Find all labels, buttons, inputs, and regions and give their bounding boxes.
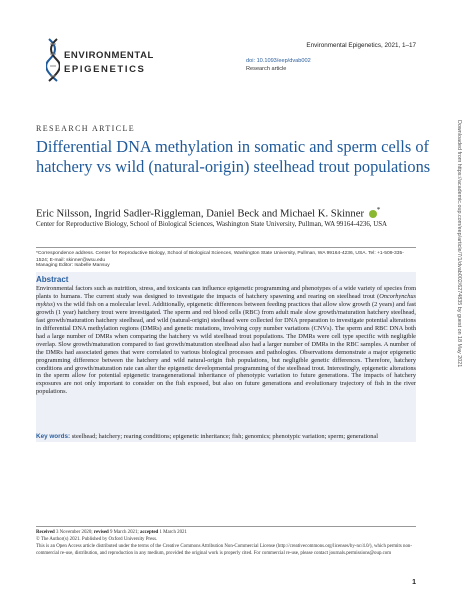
page-number: 1	[412, 579, 416, 586]
logo-text-environmental: ENVIRONMENTAL	[64, 50, 154, 61]
section-label: RESEARCH ARTICLE	[36, 124, 136, 133]
abstract-heading: Abstract	[36, 275, 69, 284]
divider	[36, 247, 416, 248]
corresponding-author-marker: *	[376, 206, 381, 214]
abstract-text-part1: Environmental factors such as nutrition, stress, and toxicants can influence epigenetic programming and phenotypes of a wide variety of species from plants to humans. The current study was designed to investigate the impacts of hatchery spawning and rearing on steelhead trout (	[36, 285, 416, 300]
history-dates	[36, 529, 416, 536]
correspondence-address: *Correspondence address. Center for Reproductive Biology, School of Biological Sciences, Washington State University, Pullman, WA 99164-4236, USA. Tel: +1-509-335-1524; E-mail: skinner@wsu.edu	[36, 251, 404, 264]
journal-reference: Environmental Epigenetics, 2021, 1–17	[306, 42, 416, 49]
footer-divider	[36, 526, 416, 527]
keywords	[36, 433, 416, 441]
species-name: Oncorhynchus mykiss	[36, 292, 416, 308]
copyright: © The Author(s) 2021. Published by Oxford University Press.	[36, 537, 158, 543]
doi-link[interactable]: doi: 10.1093/eep/dvab002	[246, 58, 311, 64]
received-label: Received	[36, 530, 55, 535]
dna-helix-icon	[46, 38, 60, 82]
download-watermark	[454, 120, 464, 520]
received-date: 3 November 2020;	[55, 530, 93, 535]
abstract-text-part2: ) vs the wild fish on a molecular level. Additionally, epigenetic differences between feeding practices that allow slow growth (2 years) and fast growth (1 year) hatchery trout were investigated. The sperm and red blood cells (RBC) from adult male slow growth/maturation hatchery steelhead, fast growth/maturation hatchery steelhead, and wild (natural-origin) steelhead were collected for DNA preparation to investigate potential alterations in differential DNA methylation regions (DMRs) and genetic mutations, involving copy number variations (CNVs). The sperm and RBC DNA both had a large number of DMRs when comparing the hatchery vs wild steelhead trout populations. The DMRs were cell type specific with negligible overlap. Slow growth/maturation compared to fast growth/maturation steelhead also had a larger number of DMRs in the RBC samples. A number of the DMRs had associated genes that were correlated to various biological processes and pathologies. Observations demonstrate a major epigenetic programming difference between the hatchery and wild natural-origin fish populations, but negligible genetic differences. Therefore, hatchery conditions and growth/maturation rate can alter the epigenetic developmental programming of the steelhead trout. Interestingly, epigenetic alterations in the sperm allow for potential epigenetic transgenerational inheritance of phenotypic variation to future generations. The impacts of hatchery exposures are not only important to consider on the fish exposed, but also on future generations and evolutionary trajectory of fish in the river populations.	[36, 300, 416, 396]
license-text: This is an Open Access article distributed under the terms of the Creative Commons Attribution Non-Commercial License (http://creativecommons.org/licenses/by-nc/4.0/), which permits non-commercial re-use, distribution, and reproduction in any medium, provided the original work is properly cited. For commercial re-use, please contact journals.permissions@oup.com	[36, 544, 412, 557]
abstract-text	[36, 285, 416, 396]
revised-label: revised	[93, 530, 109, 535]
keywords-label: Key words:	[36, 433, 71, 440]
managing-editor: Managing Editor: Isabelle Mansuy	[36, 263, 110, 268]
authors-text: Eric Nilsson, Ingrid Sadler-Riggleman, Daniel Beck and Michael K. Skinner	[36, 207, 365, 220]
accepted-date: 1 March 2021	[159, 530, 187, 535]
article-title: Differential DNA methylation in somatic and sperm cells of hatchery vs wild (natural-origin) steelhead trout populations	[36, 137, 431, 176]
accepted-label: accepted	[140, 530, 159, 535]
keywords-text: steelhead; hatchery; rearing conditions; epigenetic inheritance; fish; genomics; phenotypic variation; sperm; generational	[71, 433, 378, 440]
orcid-icon[interactable]	[369, 210, 377, 218]
logo-text-epigenetics: EPIGENETICS	[64, 64, 146, 75]
article-type: Research article	[246, 66, 287, 72]
revised-date: 9 March 2021;	[110, 530, 139, 535]
download-note-text: Downloaded from https://academic.oup.com/eep/article/7/1/dvab002/6274835 by guest on 18 May 2021	[456, 120, 462, 368]
author-list	[36, 206, 446, 220]
affiliation: Center for Reproductive Biology, School of Biological Sciences, Washington State University, Pullman, WA 99164-4236, USA	[36, 221, 388, 228]
journal-logo[interactable]	[46, 38, 176, 84]
article-footer	[36, 529, 416, 557]
